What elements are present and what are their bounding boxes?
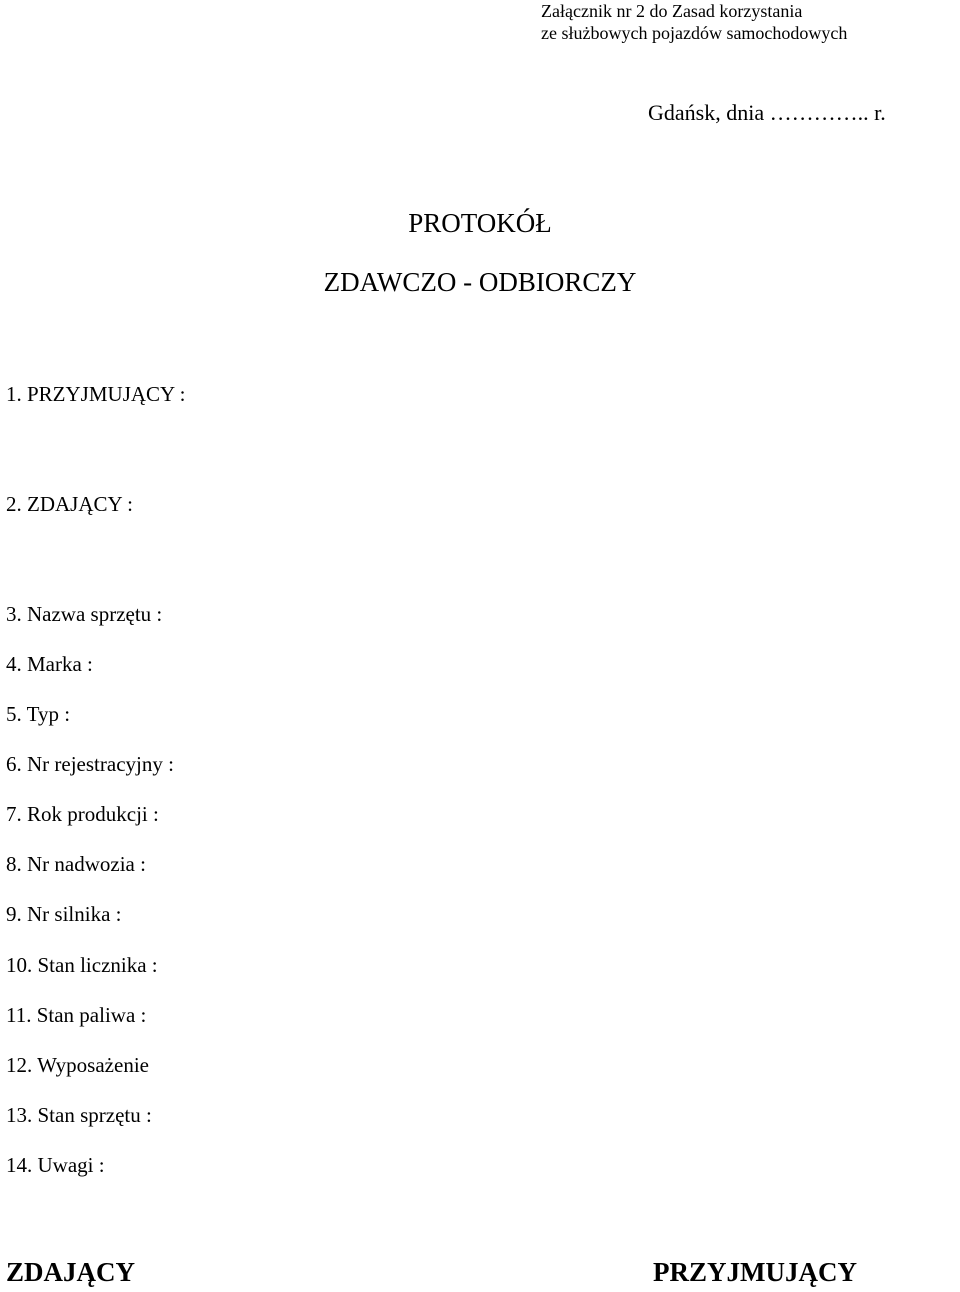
item-equipment-condition: 13. Stan sprzętu : <box>6 1103 152 1127</box>
signature-handing-over: ZDAJĄCY <box>6 1257 136 1287</box>
item-type: 5. Typ : <box>6 702 71 726</box>
document-title: PROTOKÓŁ <box>408 208 552 238</box>
item-production-year: 7. Rok produkcji : <box>6 802 159 826</box>
item-body-number: 8. Nr nadwozia : <box>6 852 146 876</box>
place-date-line: Gdańsk, dnia ………….. r. <box>648 100 886 125</box>
item-handing-over: 2. ZDAJĄCY : <box>6 492 133 516</box>
item-equipment: 12. Wyposażenie <box>6 1053 149 1077</box>
item-remarks: 14. Uwagi : <box>6 1153 105 1177</box>
item-engine-number: 9. Nr silnika : <box>6 902 122 926</box>
document-subtitle: ZDAWCZO - ODBIORCZY <box>323 267 637 297</box>
annex-line-2: ze służbowych pojazdów samochodowych <box>541 23 848 43</box>
item-equipment-name: 3. Nazwa sprzętu : <box>6 602 163 626</box>
item-make: 4. Marka : <box>6 652 93 676</box>
item-fuel-level: 11. Stan paliwa : <box>6 1003 147 1027</box>
item-registration-number: 6. Nr rejestracyjny : <box>6 752 174 776</box>
item-odometer: 10. Stan licznika : <box>6 953 158 977</box>
item-receiver: 1. PRZYJMUJĄCY : <box>6 382 186 406</box>
signature-receiver: PRZYJMUJĄCY <box>653 1257 857 1287</box>
annex-line-1: Załącznik nr 2 do Zasad korzystania <box>541 1 803 21</box>
